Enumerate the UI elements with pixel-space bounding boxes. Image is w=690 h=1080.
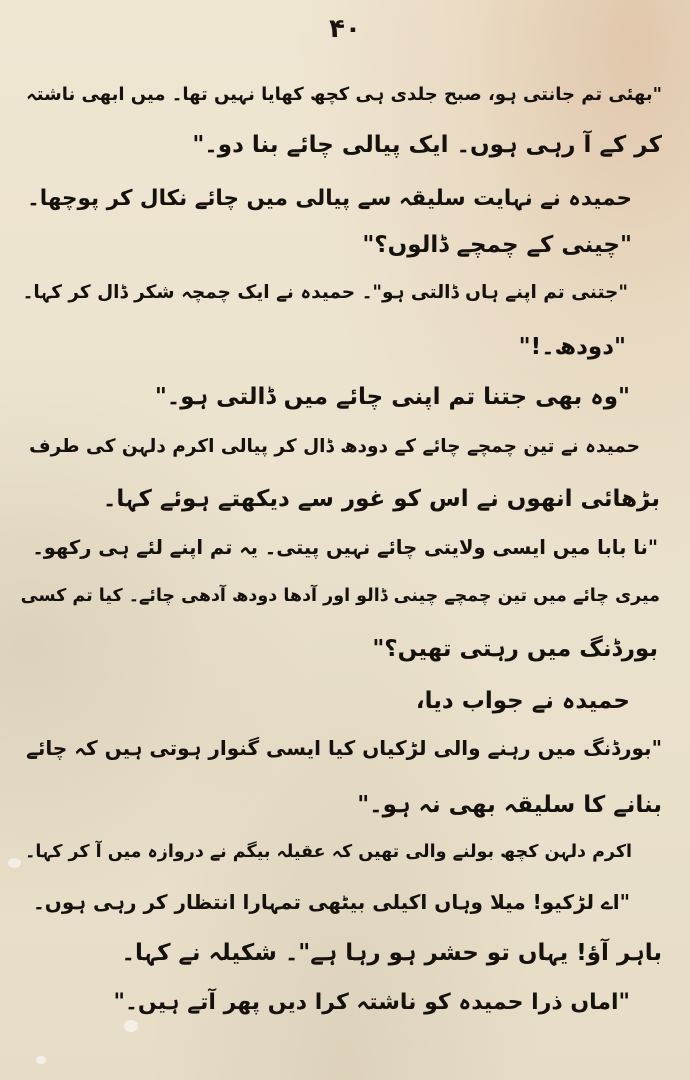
- text-line: "نا بابا میں ایسی ولایتی چائے نہیں پیتی۔ یہ تم اپنے لئے ہی رکھو۔: [32, 536, 658, 559]
- text-line: میری چائے میں تین چمچے چینی ڈالو اور آدھا دودھ آدھی چائے۔ کیا تم کسی: [20, 586, 660, 606]
- text-line: "جتنی تم اپنے ہاں ڈالتی ہو"۔ حمیدہ نے ایک چمچہ شکر ڈال کر کہا۔: [22, 282, 628, 303]
- text-line: "بورڈنگ میں رہنے والی لڑکیاں کیا ایسی گنوار ہوتی ہیں کہ چائے: [26, 736, 662, 760]
- page-number: ۴۰: [329, 14, 361, 44]
- text-line: بورڈنگ میں رہتی تھیں؟": [372, 636, 658, 662]
- text-line: "چینی کے چمچے ڈالوں؟": [362, 232, 632, 258]
- text-line: باہر آؤ! یہاں تو حشر ہو رہا ہے"۔ شکیلہ نے کہا۔: [121, 940, 662, 966]
- text-line: اکرم دلہن کچھ بولنے والی تھیں کہ عقیلہ بیگم نے دروازہ میں آ کر کہا۔: [25, 842, 632, 862]
- text-line: حمیدہ نے نہایت سلیقہ سے پیالی میں چائے نکال کر پوچھا۔: [27, 186, 632, 211]
- paper-spot: [124, 1020, 138, 1032]
- text-line: بنانے کا سلیقہ بھی نہ ہو۔": [357, 792, 662, 818]
- text-line: بڑھائی انھوں نے اس کو غور سے دیکھتے ہوئے کہا۔: [102, 486, 660, 512]
- text-line: "بھئی تم جانتی ہو، صبح جلدی ہی کچھ کھایا نہیں تھا۔ میں ابھی ناشتہ: [26, 84, 662, 105]
- text-line: "اماں ذرا حمیدہ کو ناشتہ کرا دیں پھر آتے ہیں۔": [113, 990, 630, 1015]
- text-line: حمیدہ نے جواب دیا،: [415, 688, 630, 714]
- paper-spot: [8, 858, 21, 868]
- text-line: "دودھ۔!": [518, 334, 626, 360]
- text-line: "اے لڑکیو! میلا وہاں اکیلی بیٹھی تمہارا انتظار کر رہی ہوں۔: [33, 890, 630, 914]
- text-line: "وہ بھی جتنا تم اپنی چائے میں ڈالتی ہو۔": [154, 384, 630, 410]
- text-line: حمیدہ نے تین چمچے چائے کے دودھ ڈال کر پیالی اکرم دلہن کی طرف: [29, 436, 640, 457]
- paper-spot: [36, 1056, 46, 1064]
- text-line: کر کے آ رہی ہوں۔ ایک پیالی چائے بنا دو۔": [192, 132, 662, 158]
